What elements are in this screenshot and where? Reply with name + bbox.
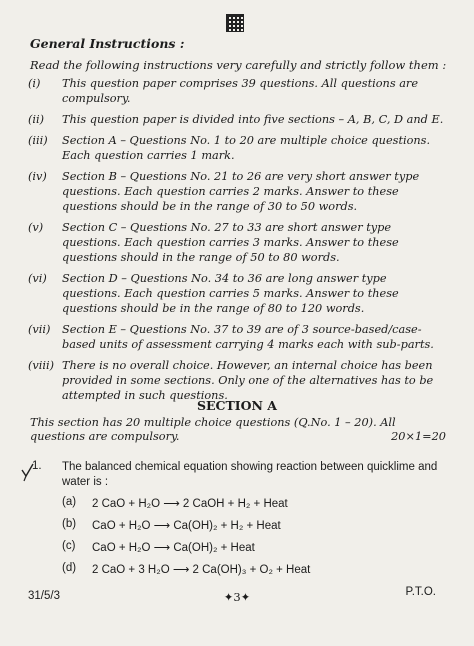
- option-c: (c) CaO + H₂O ⟶ Ca(OH)₂ + Heat: [62, 540, 255, 554]
- section-heading: SECTION A: [196, 398, 278, 413]
- instructions-title: General Instructions :: [30, 36, 185, 51]
- instruction-item: (iv) Section B – Questions No. 21 to 26 are very short answer type questions. Each question carries 2 marks. Answer to these questions should be in the range of 30 to 50 words.: [28, 170, 420, 213]
- instruction-item: (viii) There is no overall choice. However, an internal choice has been provided in some sections. Only one of the alternatives has to be attempted in such questions.: [28, 359, 434, 402]
- instructions-intro: Read the following instructions very carefully and strictly follow them :: [30, 58, 447, 72]
- instructions-list: [28, 76, 448, 409]
- option-a: (a) 2 CaO + H₂O ⟶ 2 CaOH + H₂ + Heat: [62, 496, 288, 510]
- section-description: This section has 20 multiple choice questions (Q.No. 1 – 20). All questions are compulsory.: [30, 416, 396, 443]
- instruction-item: (v) Section C – Questions No. 27 to 33 are short answer type questions. Each question carries 3 marks. Answer to these questions should in the range of 50 to 80 words.: [28, 221, 399, 264]
- qr-code-icon: [226, 14, 244, 32]
- question-number: 1.: [32, 460, 42, 472]
- page-number: ✦3✦: [223, 590, 251, 604]
- option-d: (d) 2 CaO + 3 H₂O ⟶ 2 Ca(OH)₃ + O₂ + Heat: [62, 562, 311, 576]
- instruction-item: (iii) Section A – Questions No. 1 to 20 are multiple choice questions. Each question carries 1 mark.: [28, 134, 431, 162]
- option-b: (b) CaO + H₂O ⟶ Ca(OH)₂ + H₂ + Heat: [62, 518, 281, 532]
- section-marks: 20×1=20: [391, 430, 446, 443]
- instruction-item: (vii) Section E – Questions No. 37 to 39 are of 3 source-based/case-based units of assessment carrying 4 marks each with sub-parts.: [28, 323, 434, 351]
- instruction-item: (vi) Section D – Questions No. 34 to 36 are long answer type questions. Each question carries 5 marks. Answer to these questions should be in the range of 80 to 120 words.: [28, 272, 399, 315]
- instruction-item: (ii) This question paper is divided into five sections – A, B, C, D and E.: [28, 113, 444, 126]
- question-stem: The balanced chemical equation showing reaction between quicklime and water is :: [62, 461, 438, 488]
- pto-label: P.T.O.: [405, 586, 436, 598]
- paper-code: 31/5/3: [28, 590, 60, 602]
- instruction-item: (i) This question paper comprises 39 questions. All questions are compulsory.: [28, 77, 419, 105]
